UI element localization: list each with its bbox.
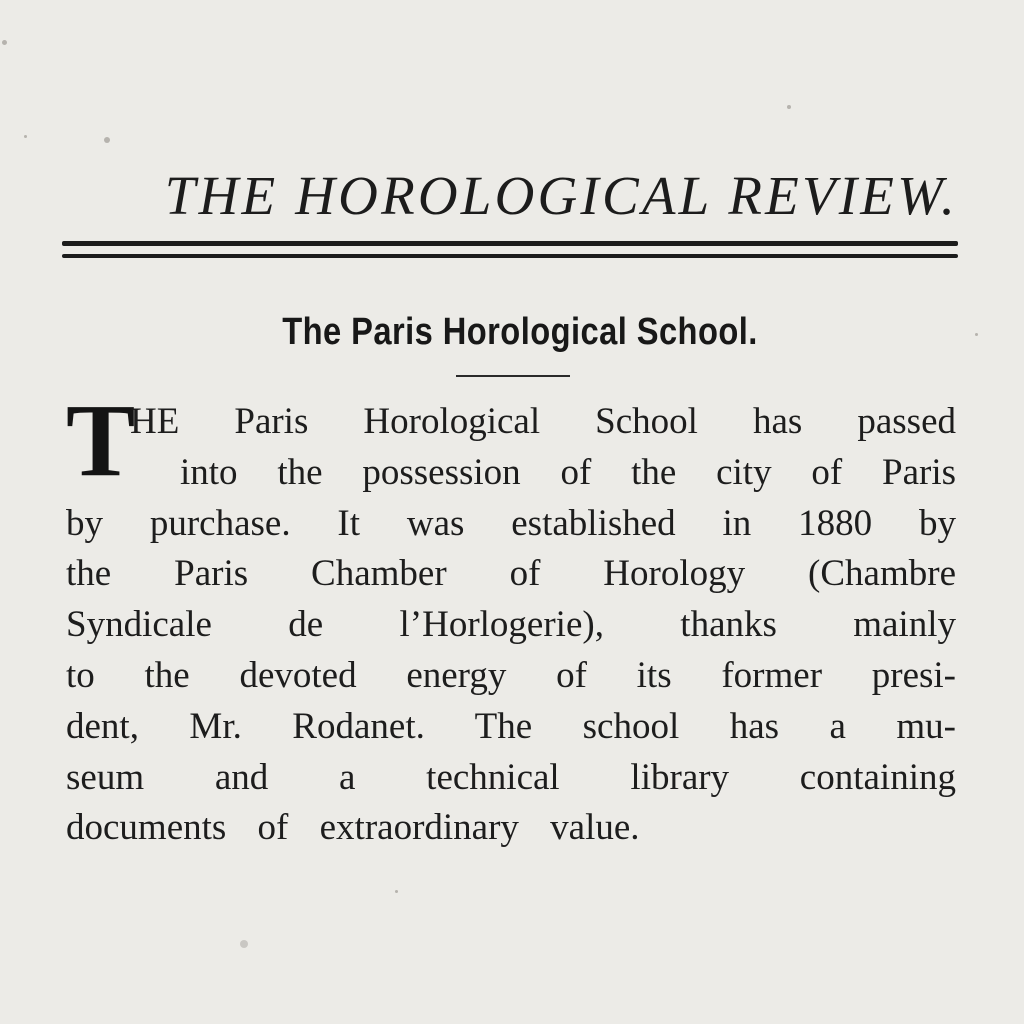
masthead-title: THE HOROLOGICAL REVIEW.	[164, 165, 958, 226]
masthead-rule-top	[62, 241, 958, 246]
body-line: into the possession of the city of Paris	[180, 451, 956, 493]
body-line: HE Paris Horological School has passed	[130, 401, 956, 442]
drop-cap: T	[66, 383, 136, 498]
body-line: by purchase. It was established in 1880 by	[66, 502, 956, 544]
headline-divider	[456, 375, 570, 377]
paper-speck	[975, 333, 978, 336]
body-line: the Paris Chamber of Horology (Chambre	[66, 553, 956, 595]
paper-speck	[395, 890, 398, 893]
body-line: documents of extraordinary value.	[66, 807, 640, 849]
article-body	[66, 383, 956, 854]
paper-speck	[787, 105, 791, 109]
masthead-rule-bottom	[62, 254, 958, 258]
paper-speck	[104, 137, 110, 143]
body-line: to the devoted energy of its former presi-	[66, 654, 956, 696]
body-line: dent, Mr. Rodanet. The school has a mu-	[66, 705, 956, 747]
paper-speck	[240, 940, 248, 948]
paper-speck	[2, 40, 7, 45]
paper-speck	[24, 135, 27, 138]
body-line: Syndicale de l’Horlogerie), thanks mainly	[66, 604, 956, 646]
article-headline: The Paris Horological School.	[282, 311, 758, 353]
body-line: seum and a technical library containing	[66, 756, 956, 798]
